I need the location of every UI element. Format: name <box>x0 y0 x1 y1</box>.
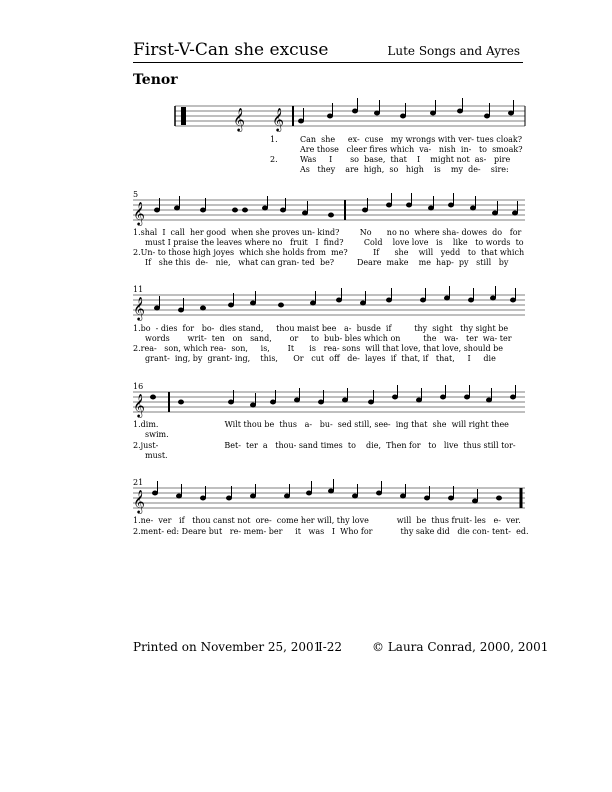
svg-text:𝄞: 𝄞 <box>133 201 145 225</box>
page-title: First-V-Can she excuse <box>133 40 329 60</box>
lyric-line: 2.ment- ed: Deare but re- mem- ber it was I Who for thy sake did die con- tent- ed. <box>133 527 529 536</box>
lyric-line: must I praise the leaves where no fruit I find? Cold love love is like to words to <box>145 238 524 247</box>
svg-text:𝄞: 𝄞 <box>133 393 145 417</box>
lyric-line: 1.dim. Wilt thou be thus a- bu- sed still, see- ing that she will right thee <box>133 420 509 429</box>
lyric-line: If she this de- nie, what can gran- ted be? Deare make me hap- py still by <box>145 258 509 267</box>
music-staff-5 <box>133 486 525 516</box>
lyric-line: words writ- ten on sand, or to bub- bles which on the wa- ter wa- ter <box>145 334 512 343</box>
lyric-line: 1.shal I call her good when she proves un- kind? No no no where sha- dowes do for <box>133 228 522 237</box>
header-rule <box>133 62 523 63</box>
lyric-line: Are those cleer fires which va- nish in- to smoak? <box>300 145 523 154</box>
svg-text:𝄞: 𝄞 <box>133 489 145 513</box>
svg-text:𝄞: 𝄞 <box>233 107 245 131</box>
lyric-line: 1.ne- ver if thou canst not ore- come her will, thy love will be thus fruit- les e- ver. <box>133 516 521 525</box>
lyric-line: As they are high, so high is my de- sire: <box>300 165 509 174</box>
measure-number: 11 <box>133 285 144 294</box>
lyric-line: 1.bo - dies for bo- dies stand, thou maist bee a- busde if thy sight thy sight be <box>133 324 509 333</box>
measure-number: 21 <box>133 478 144 487</box>
lyric-line: must. <box>145 451 168 460</box>
voice-label: Tenor <box>133 72 178 88</box>
copyright: © Laura Conrad, 2000, 2001 <box>372 640 549 654</box>
lyric-line: Was I so base, that I might not as- pire <box>300 155 511 164</box>
music-staff-1 <box>175 98 525 138</box>
measure-number: 16 <box>133 382 144 391</box>
music-staff-3 <box>133 293 525 323</box>
lyric-line: swim. <box>145 430 169 439</box>
music-staff-4 <box>133 390 525 420</box>
lyric-line: 1. <box>270 135 278 144</box>
lyric-line: Can she ex- cuse my wrongs with ver- tues cloak? <box>300 135 523 144</box>
svg-text:𝄞: 𝄞 <box>272 107 284 131</box>
measure-number: 5 <box>133 190 139 199</box>
lyric-line: 2.Un- to those high joyes which she holds from me? If she will yedd to that which <box>133 248 525 257</box>
lyric-line: 2. <box>270 155 278 164</box>
svg-text:𝄞: 𝄞 <box>133 296 145 320</box>
lyric-line: 2.rea- son, which rea- son, is, It is rea- sons will that love, that love, should be <box>133 344 504 353</box>
lyric-line: 2.just- Bet- ter a thou- sand times to die, Then for to live thus still tor- <box>133 441 516 450</box>
lyric-line: grant- ing, by grant- ing, this, Or cut off de- layes if that, if that, I die <box>145 354 496 363</box>
music-staff-2 <box>133 198 525 228</box>
print-date: Printed on November 25, 2001 <box>133 640 322 654</box>
collection-title: Lute Songs and Ayres <box>387 44 520 58</box>
page-number: I-22 <box>318 640 343 654</box>
